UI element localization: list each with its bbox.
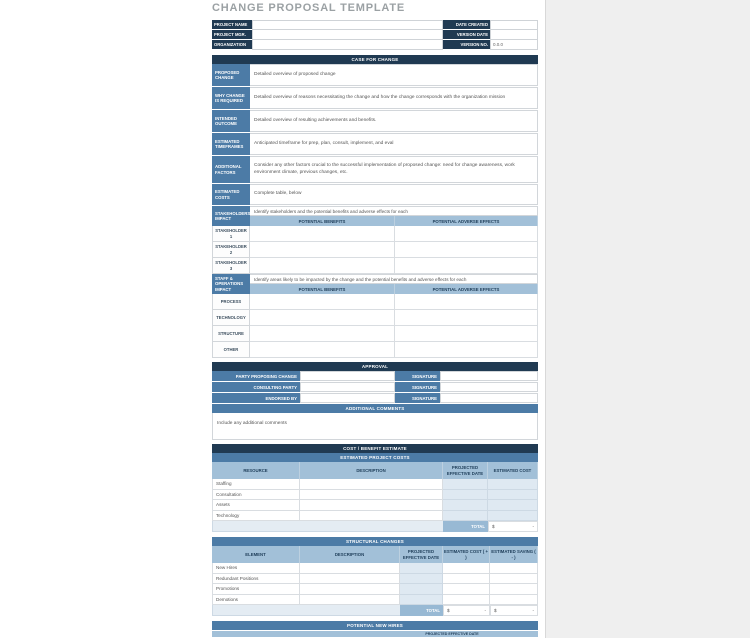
stakeholder-1-row	[212, 226, 538, 242]
staffing-description-field[interactable]	[300, 479, 443, 490]
other-row	[212, 342, 538, 358]
estimated-timeframes-field[interactable]: Anticipated timeframe for prep, plan, consult, implement, and eval	[250, 133, 538, 155]
staff-ops-impact-label: STAFF & OPERATIONS IMPACT	[212, 274, 250, 294]
row-estimated-costs	[212, 184, 538, 206]
total-filler	[212, 521, 443, 532]
structural-column-headers	[212, 546, 538, 563]
row-proposed-change	[212, 64, 538, 87]
stakeholder-1-label: STAKEHOLDER 1	[212, 226, 250, 242]
new-hires-date-field[interactable]	[400, 563, 443, 574]
process-benefits-field[interactable]	[250, 294, 395, 310]
consultation-description-field[interactable]	[300, 490, 443, 501]
project-costs-column-headers	[212, 462, 538, 479]
project-info-table	[212, 20, 538, 50]
why-change-label: WHY CHANGE IS REQUIRED	[212, 87, 250, 109]
process-label: PROCESS	[212, 294, 250, 310]
new-hires-cost-field[interactable]	[443, 563, 490, 574]
promotions-saving-field[interactable]	[490, 584, 538, 595]
party-proposing-label: PARTY PROPOSING CHANGE	[212, 371, 300, 381]
stakeholders-col-adverse: POTENTIAL ADVERSE EFFECTS	[395, 216, 538, 226]
currency-symbol: $	[492, 524, 495, 530]
structural-total-cost-field[interactable]	[443, 605, 490, 616]
other-benefits-field[interactable]	[250, 342, 395, 358]
subsection-potential-new-hires: POTENTIAL NEW HIRES	[212, 621, 538, 630]
technology-label: TECHNOLOGY	[212, 310, 250, 326]
section-header-case-for-change: CASE FOR CHANGE	[212, 55, 538, 64]
consultation-label: Consultation	[212, 490, 300, 501]
structural-total-row	[212, 605, 538, 616]
stakeholder-1-adverse-field[interactable]	[395, 226, 538, 242]
new-hires-label: New Hires	[212, 563, 300, 574]
demotions-cost-field[interactable]	[443, 595, 490, 606]
endorsed-by-field[interactable]	[300, 393, 395, 403]
total-cost-value: -	[484, 608, 486, 614]
version-date-field[interactable]	[490, 30, 538, 40]
stakeholder-2-adverse-field[interactable]	[395, 242, 538, 258]
staff-ops-col-adverse: POTENTIAL ADVERSE EFFECTS	[395, 284, 538, 294]
stakeholders-impact-header	[212, 206, 538, 226]
new-hires-partial-header	[212, 631, 538, 637]
other-adverse-field[interactable]	[395, 342, 538, 358]
stakeholder-3-row	[212, 258, 538, 274]
technology-benefits-field[interactable]	[250, 310, 395, 326]
promotions-date-field[interactable]	[400, 584, 443, 595]
demotions-date-field[interactable]	[400, 595, 443, 606]
project-mgr-field[interactable]	[252, 30, 443, 40]
version-no-label: VERSION NO.	[443, 40, 490, 50]
currency-symbol: $	[447, 608, 450, 614]
project-costs-total-field[interactable]	[488, 521, 538, 532]
new-hires-partial-col: PROJECTED EFFECTIVE DATE	[425, 632, 479, 637]
page-title: CHANGE PROPOSAL TEMPLATE	[212, 2, 405, 14]
approval-row-consulting	[212, 382, 538, 392]
row-why-change	[212, 87, 538, 110]
assets-label: Assets	[212, 500, 300, 511]
promotions-cost-field[interactable]	[443, 584, 490, 595]
structural-row-new-hires	[212, 563, 538, 574]
staffing-cost-field[interactable]	[488, 479, 538, 490]
promotions-description-field[interactable]	[300, 584, 400, 595]
assets-date-field[interactable]	[443, 500, 488, 511]
structural-total-filler	[212, 605, 400, 616]
technology-cost-label: Technology	[212, 511, 300, 522]
project-costs-total-row	[212, 521, 538, 532]
staff-ops-impact-header	[212, 274, 538, 294]
assets-description-field[interactable]	[300, 500, 443, 511]
estimated-costs-field[interactable]: Complete table, below	[250, 184, 538, 205]
col-estimated-saving-minus: ESTIMATED SAVING ( - )	[490, 546, 538, 563]
col-structural-date: PROJECTED EFFECTIVE DATE	[400, 546, 443, 563]
redundant-description-field[interactable]	[300, 574, 400, 585]
col-resource: RESOURCE	[212, 462, 300, 479]
signature-1-field[interactable]	[440, 371, 538, 381]
col-estimated-cost-plus: ESTIMATED COST ( + )	[443, 546, 490, 563]
consultation-date-field[interactable]	[443, 490, 488, 501]
redundant-date-field[interactable]	[400, 574, 443, 585]
redundant-saving-field[interactable]	[490, 574, 538, 585]
approval-row-proposing	[212, 371, 538, 381]
date-created-field[interactable]	[490, 20, 538, 30]
cost-row-staffing	[212, 479, 538, 490]
structural-row-demotions	[212, 595, 538, 606]
new-hires-saving-field[interactable]	[490, 563, 538, 574]
signature-1-label: SIGNATURE	[395, 371, 440, 381]
version-date-label: VERSION DATE	[443, 30, 490, 40]
assets-cost-field[interactable]	[488, 500, 538, 511]
process-adverse-field[interactable]	[395, 294, 538, 310]
row-intended-outcome	[212, 110, 538, 133]
staffing-label: Staffing	[212, 479, 300, 490]
stakeholders-impact-label: STAKEHOLDERS IMPACT	[212, 206, 250, 226]
subsection-estimated-project-costs: ESTIMATED PROJECT COSTS	[212, 453, 538, 462]
project-costs-total-label: TOTAL	[443, 521, 488, 532]
cost-row-assets	[212, 500, 538, 511]
stakeholder-3-label: STAKEHOLDER 3	[212, 258, 250, 274]
technology-cost-field[interactable]	[488, 511, 538, 522]
demotions-saving-field[interactable]	[490, 595, 538, 606]
organization-label: ORGANIZATION	[212, 40, 252, 50]
stakeholder-3-benefits-field[interactable]	[250, 258, 395, 274]
technology-adverse-field[interactable]	[395, 310, 538, 326]
total-saving-value: -	[532, 608, 534, 614]
signature-2-label: SIGNATURE	[395, 382, 440, 392]
total-value: -	[532, 524, 534, 530]
additional-comments-field[interactable]: Include any additional comments	[212, 413, 538, 440]
currency-symbol: $	[494, 608, 497, 614]
subsection-structural-changes: STRUCTURAL CHANGES	[212, 537, 538, 546]
section-header-additional-comments: ADDITIONAL COMMENTS	[212, 404, 538, 413]
consultation-cost-field[interactable]	[488, 490, 538, 501]
signature-2-field[interactable]	[440, 382, 538, 392]
additional-factors-label: ADDITIONAL FACTORS	[212, 156, 250, 183]
section-header-approval: APPROVAL	[212, 362, 538, 371]
col-element: ELEMENT	[212, 546, 300, 563]
additional-factors-field[interactable]: Consider any other factors crucial to the successful implementation of proposed change: need for change awareness, work environment climate, previous changes, etc.	[250, 156, 538, 183]
structure-row	[212, 326, 538, 342]
demotions-description-field[interactable]	[300, 595, 400, 606]
col-estimated-cost: ESTIMATED COST	[488, 462, 538, 479]
intended-outcome-label: INTENDED OUTCOME	[212, 110, 250, 132]
intended-outcome-field[interactable]: Detailed overview of resulting achievements and benefits.	[250, 110, 538, 132]
promotions-label: Promotions	[212, 584, 300, 595]
cost-row-consultation	[212, 490, 538, 501]
structure-benefits-field[interactable]	[250, 326, 395, 342]
project-mgr-label: PROJECT MGR.	[212, 30, 252, 40]
project-name-field[interactable]	[252, 20, 443, 30]
demotions-label: Demotions	[212, 595, 300, 606]
other-label: OTHER	[212, 342, 250, 358]
structural-total-saving-field[interactable]	[490, 605, 538, 616]
stakeholder-2-row	[212, 242, 538, 258]
redundant-positions-label: Redundant Positions	[212, 574, 300, 585]
signature-3-label: SIGNATURE	[395, 393, 440, 403]
staff-ops-col-benefits: POTENTIAL BENEFITS	[250, 284, 395, 294]
col-structural-description: DESCRIPTION	[300, 546, 400, 563]
stakeholders-intro: Identify stakeholders and the potential benefits and adverse effects for each	[250, 206, 538, 216]
estimated-timeframes-label: ESTIMATED TIMEFRAMES	[212, 133, 250, 155]
consulting-party-field[interactable]	[300, 382, 395, 392]
proposed-change-field[interactable]: Detailed overview of proposed change	[250, 64, 538, 86]
redundant-cost-field[interactable]	[443, 574, 490, 585]
col-description: DESCRIPTION	[300, 462, 443, 479]
project-name-label: PROJECT NAME	[212, 20, 252, 30]
structure-label: STRUCTURE	[212, 326, 250, 342]
template-content	[212, 0, 538, 637]
endorsed-by-label: ENDORSED BY	[212, 393, 300, 403]
section-header-cost-benefit: COST / BENEFIT ESTIMATE	[212, 444, 538, 453]
technology-date-field[interactable]	[443, 511, 488, 522]
organization-field[interactable]	[252, 40, 443, 50]
technology-description-field[interactable]	[300, 511, 443, 522]
row-estimated-timeframes	[212, 133, 538, 156]
cost-row-technology	[212, 511, 538, 522]
date-created-label: DATE CREATED	[443, 20, 490, 30]
row-additional-factors	[212, 156, 538, 184]
proposed-change-label: PROPOSED CHANGE	[212, 64, 250, 86]
process-row	[212, 294, 538, 310]
col-projected-date: PROJECTED EFFECTIVE DATE	[443, 462, 488, 479]
stakeholders-col-benefits: POTENTIAL BENEFITS	[250, 216, 395, 226]
structural-total-label: TOTAL	[400, 605, 443, 616]
approval-row-endorsed	[212, 393, 538, 403]
consulting-party-label: CONSULTING PARTY	[212, 382, 300, 392]
party-proposing-field[interactable]	[300, 371, 395, 381]
staffing-date-field[interactable]	[443, 479, 488, 490]
why-change-field[interactable]: Detailed overview of reasons necessitating the change and how the change corresponds with the organization mission	[250, 87, 538, 109]
estimated-costs-label: ESTIMATED COSTS	[212, 184, 250, 205]
version-no-field[interactable]: 0.0.0	[490, 40, 538, 50]
stakeholder-3-adverse-field[interactable]	[395, 258, 538, 274]
structural-row-redundant	[212, 574, 538, 585]
signature-3-field[interactable]	[440, 393, 538, 403]
structure-adverse-field[interactable]	[395, 326, 538, 342]
stakeholder-2-benefits-field[interactable]	[250, 242, 395, 258]
staff-ops-intro: Identify areas likely to be impacted by the change and the potential benefits and adverse effects for each	[250, 274, 538, 284]
structural-row-promotions	[212, 584, 538, 595]
new-hires-description-field[interactable]	[300, 563, 400, 574]
stakeholder-1-benefits-field[interactable]	[250, 226, 395, 242]
technology-row	[212, 310, 538, 326]
stakeholder-2-label: STAKEHOLDER 2	[212, 242, 250, 258]
